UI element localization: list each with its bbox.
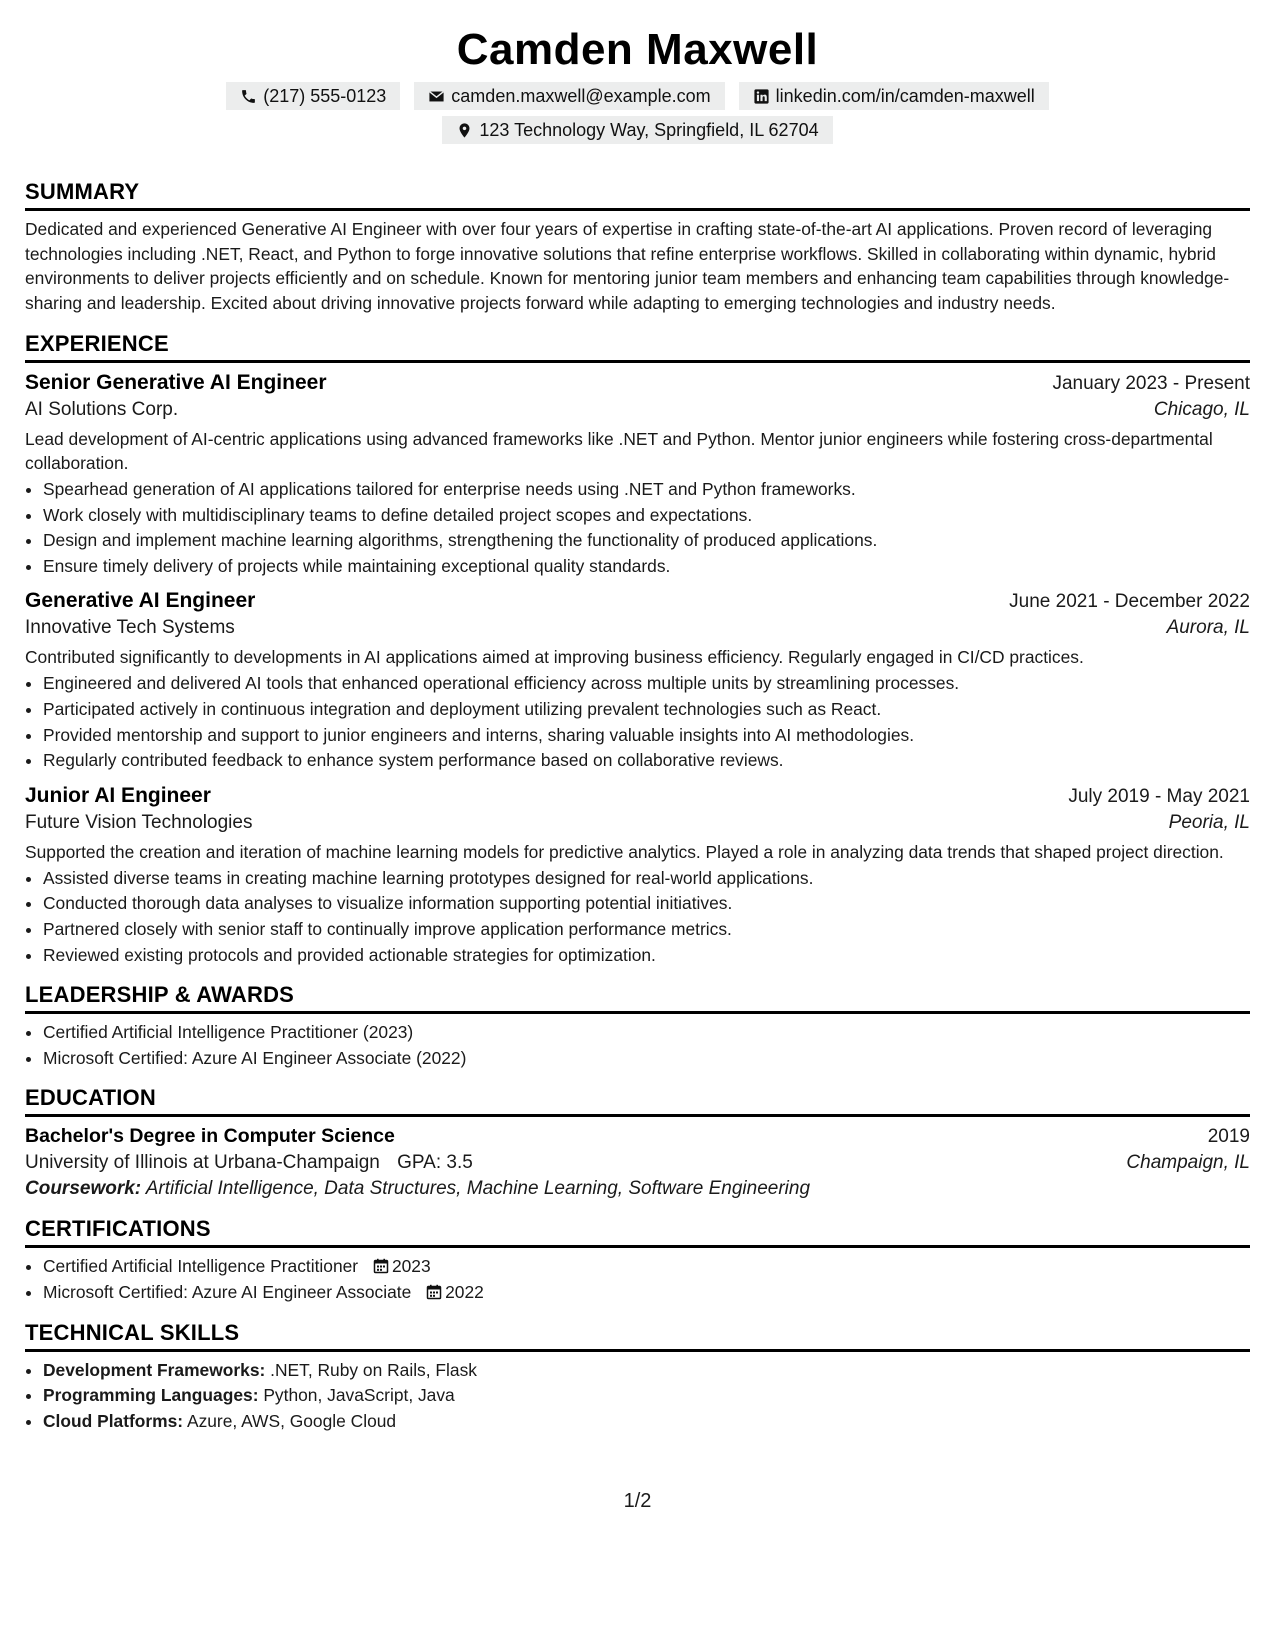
skills-list <box>25 1358 1250 1435</box>
address-row <box>25 116 1250 144</box>
job-location: Peoria, IL <box>1168 811 1250 833</box>
linkedin-pill[interactable] <box>739 82 1049 110</box>
job-header <box>25 589 1250 613</box>
list-item: • Provided mentorship and support to junior engineers and interns, sharing valuable insights into AI methodologies. <box>43 723 1250 749</box>
certifications-section <box>25 1216 1250 1305</box>
calendar-icon <box>373 1258 389 1274</box>
job-summary: Supported the creation and iteration of machine learning models for predictive analytics. Played a role in analyzing data trends that shaped project direction. <box>25 841 1224 862</box>
certifications-list <box>25 1254 1250 1305</box>
list-item <box>43 1358 1250 1384</box>
section-title: CERTIFICATIONS <box>25 1216 1250 1248</box>
calendar-icon <box>426 1284 442 1300</box>
resume-page <box>25 0 1250 1434</box>
email-text: camden.maxwell@example.com <box>451 86 711 106</box>
job-dates: July 2019 - May 2021 <box>1068 785 1250 807</box>
job-company: AI Solutions Corp. <box>25 399 179 420</box>
job-entry <box>25 371 1250 579</box>
section-title: SUMMARY <box>25 179 1250 211</box>
job-bullets <box>25 671 1250 773</box>
section-title: TECHNICAL SKILLS <box>25 1320 1250 1352</box>
map-pin-icon <box>456 122 473 139</box>
education-section <box>25 1085 1250 1200</box>
coursework <box>25 1178 1250 1200</box>
job-header <box>25 371 1250 395</box>
skill-label: Programming Languages: <box>43 1385 259 1406</box>
email-pill[interactable] <box>414 82 724 110</box>
list-item: • Conducted thorough data analyses to visualize information supporting potential initiatives. <box>43 891 1250 917</box>
job-location: Aurora, IL <box>1166 617 1250 639</box>
coursework-label: Coursework: <box>25 1178 142 1200</box>
section-title: EDUCATION <box>25 1085 1250 1117</box>
leadership-section <box>25 982 1250 1071</box>
coursework-list: Artificial Intelligence, Data Structures, Machine Learning, Software Engineering <box>145 1178 811 1200</box>
list-item <box>43 1409 1250 1435</box>
phone-icon <box>240 88 257 105</box>
phone-text: (217) 555-0123 <box>263 86 387 106</box>
summary-text: Dedicated and experienced Generative AI Engineer with over four years of expertise in crafting state-of-the-art AI applications. Proven record of leveraging technologies including .NET, React, and Python to forge innovative solutions that refine enterprise workflows. Skilled in collaborating within dynamic, hybrid environments to deliver projects efficiently and on schedule. Known for mentoring junior team members and enhancing team capabilities through knowledge-sharing and leadership. Excited about driving innovative projects forward while adapting to emerging technologies and industry needs. <box>25 219 1230 313</box>
summary-section <box>25 179 1250 315</box>
job-title: Generative AI Engineer <box>25 589 256 613</box>
skills-section <box>25 1320 1250 1435</box>
job-dates: January 2023 - Present <box>1052 373 1250 394</box>
skill-value: Azure, AWS, Google Cloud <box>186 1410 397 1431</box>
address-text: 123 Technology Way, Springfield, IL 62704 <box>479 120 819 140</box>
job-entry <box>25 589 1250 773</box>
education-subheader <box>25 1152 1250 1174</box>
list-item: • Ensure timely delivery of projects while maintaining exceptional quality standards. <box>43 554 1250 580</box>
job-summary: Lead development of AI-centric applications using advanced frameworks like .NET and Python. Mentor junior engineers while fostering cross-departmental collaboration. <box>25 429 1213 473</box>
list-item: • Partnered closely with senior staff to continually improve application performance metrics. <box>43 917 1250 943</box>
list-item: • Spearhead generation of AI applications tailored for enterprise needs using .NET and Python frameworks. <box>43 477 1250 503</box>
section-title: EXPERIENCE <box>25 331 1250 363</box>
contact-row <box>25 82 1250 110</box>
list-item: • Assisted diverse teams in creating machine learning prototypes designed for real-world applications. <box>43 866 1250 892</box>
experience-section <box>25 331 1250 968</box>
section-title: LEADERSHIP & AWARDS <box>25 982 1250 1014</box>
job-subheader <box>25 617 1250 639</box>
list-item <box>43 1383 1250 1409</box>
list-item: • Work closely with multidisciplinary teams to define detailed project scopes and expectations. <box>43 503 1250 529</box>
school-info <box>25 1152 473 1174</box>
skill-label: Development Frameworks: <box>43 1359 266 1380</box>
job-company: Innovative Tech Systems <box>25 617 235 639</box>
certification-year: 2022 <box>445 1281 484 1302</box>
gpa: GPA: 3.5 <box>397 1152 473 1174</box>
degree: Bachelor's Degree in Computer Science <box>25 1125 395 1148</box>
list-item: • Participated actively in continuous integration and deployment utilizing prevalent technologies such as React. <box>43 697 1250 723</box>
job-title: Senior Generative AI Engineer <box>25 371 327 394</box>
job-company: Future Vision Technologies <box>25 811 253 833</box>
certification-name: Microsoft Certified: Azure AI Engineer Associate <box>43 1281 412 1302</box>
job-subheader <box>25 812 1250 834</box>
job-entry <box>25 784 1250 968</box>
education-header <box>25 1125 1250 1148</box>
job-bullets <box>25 477 1250 579</box>
list-item: • Design and implement machine learning algorithms, strengthening the functionality of produced applications. <box>43 528 1250 554</box>
skill-value: Python, JavaScript, Java <box>263 1385 455 1406</box>
school-location: Champaign, IL <box>1126 1152 1250 1174</box>
address-pill <box>442 116 832 144</box>
job-subheader <box>25 399 1250 421</box>
envelope-icon <box>428 88 445 105</box>
list-item <box>43 1254 1250 1280</box>
candidate-name: Camden Maxwell <box>456 25 819 74</box>
skill-value: .NET, Ruby on Rails, Flask <box>270 1359 477 1380</box>
list-item <box>43 1280 1250 1306</box>
certification-year: 2023 <box>391 1256 431 1277</box>
leadership-list <box>25 1020 1250 1071</box>
linkedin-icon <box>753 88 770 105</box>
school-name: University of Illinois at Urbana-Champaign <box>25 1152 380 1174</box>
linkedin-text: linkedin.com/in/camden-maxwell <box>775 86 1035 106</box>
certification-name: Certified Artificial Intelligence Practitioner <box>43 1256 359 1277</box>
job-location: Chicago, IL <box>1153 399 1250 420</box>
list-item: • Microsoft Certified: Azure AI Engineer Associate (2022) <box>43 1046 1250 1072</box>
list-item: • Engineered and delivered AI tools that enhanced operational efficiency across multiple units by streamlining processes. <box>43 671 1250 697</box>
job-header <box>25 784 1250 808</box>
list-item: • Reviewed existing protocols and provided actionable strategies for optimization. <box>43 943 1250 969</box>
job-dates: June 2021 - December 2022 <box>1009 591 1250 613</box>
job-bullets <box>25 866 1250 968</box>
graduation-year: 2019 <box>1207 1126 1250 1148</box>
job-title: Junior AI Engineer <box>25 783 211 807</box>
list-item: • Certified Artificial Intelligence Practitioner (2023) <box>43 1020 1250 1046</box>
page-number: 1/2 <box>623 1490 652 1512</box>
job-summary: Contributed significantly to developments in AI applications aimed at improving business efficiency. Regularly engaged in CI/CD practices. <box>25 647 1084 668</box>
phone-pill[interactable] <box>226 82 400 110</box>
skill-label: Cloud Platforms: <box>43 1410 184 1431</box>
list-item: • Regularly contributed feedback to enhance system performance based on collaborative reviews. <box>43 748 1250 774</box>
